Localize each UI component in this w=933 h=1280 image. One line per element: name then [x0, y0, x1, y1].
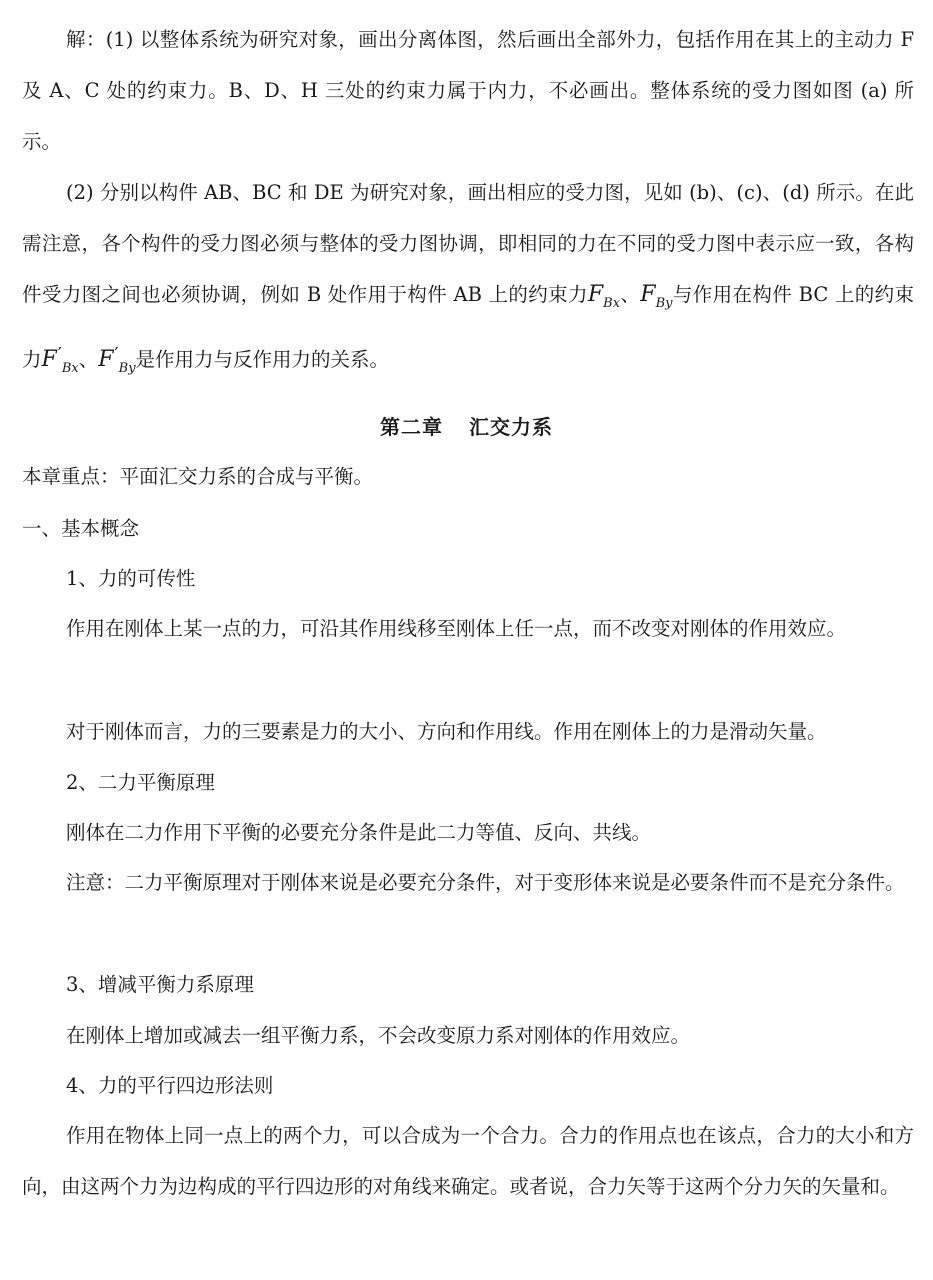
paragraph-add-remove: 在刚体上增加或减去一组平衡力系，不会改变原力系对刚体的作用效应。	[66, 1024, 691, 1047]
section-heading-basic-concepts: 一、基本概念	[22, 517, 140, 540]
paragraph-transmissibility: 作用在刚体上某一点的力，可沿其作用线移至刚体上任一点，而不改变对刚体的作用效应。	[66, 617, 847, 640]
paragraph-two-force-equilibrium: 刚体在二力作用下平衡的必要充分条件是此二力等值、反向、共线。	[66, 821, 652, 844]
force-f-bx-prime: $F'_{Bx}$	[41, 344, 79, 376]
paragraph-three-elements: 对于刚体而言，力的三要素是力的大小、方向和作用线。作用在刚体上的力是滑动矢量。	[66, 720, 827, 743]
subsection-heading-1: 1、力的可传性	[66, 567, 196, 590]
force-f-by: $F_{By}$	[640, 282, 673, 311]
chapter-focus: 本章重点：平面汇交力系的合成与平衡。	[22, 465, 374, 488]
force-f-by-prime: $F'_{By}$	[98, 344, 136, 376]
force-f-bx: $F_{Bx}$	[587, 282, 621, 311]
separator: 、	[620, 283, 641, 306]
paragraph-parallelogram-law: 作用在物体上同一点上的两个力，可以合成为一个合力。合力的作用点也在该点，合力的大小和方向，由这两个力为边构成的平行四边形的对角线来确定。或者说，合力矢等于这两个分力矢的矢量和。	[22, 1124, 914, 1198]
paragraph-note: 注意：二力平衡原理对于刚体来说是必要充分条件，对于变形体来说是必要条件而不是充分条件。	[66, 871, 905, 894]
subsection-heading-3: 3、增减平衡力系原理	[66, 973, 254, 996]
chapter-number: 第二章	[380, 415, 443, 439]
solution-paragraph-1: 解：(1) 以整体系统为研究对象，画出分离体图，然后画出全部外力，包括作用在其上的主动力 F 及 A、C 处的约束力。B、D、H 三处的约束力属于内力，不必画出。整体系统的受力图如图 (a) 所示。	[22, 28, 914, 153]
subsection-heading-2: 2、二力平衡原理	[66, 771, 215, 794]
paragraph-2-text-b: 与作用在构件 BC 上的约束力	[22, 283, 914, 371]
chapter-heading	[0, 412, 933, 442]
chapter-title: 汇交力系	[469, 415, 553, 439]
separator: 、	[78, 348, 99, 371]
paragraph-2-text-c: 是作用力与反作用力的关系。	[135, 348, 390, 371]
solution-paragraph-2	[22, 167, 914, 394]
subsection-heading-4: 4、力的平行四边形法则	[66, 1074, 274, 1097]
paragraph-2-text-a: (2) 分别以构件 AB、BC 和 DE 为研究对象，画出相应的受力图，见如 (b)、(c)、(d) 所示。在此需注意，各个构件的受力图必须与整体的受力图协调，即相同的力在不同的受力图中表示应一致，各构件受力图之间也必须协调，例如 B 处作用于构件 AB 上的约束力	[22, 181, 914, 306]
